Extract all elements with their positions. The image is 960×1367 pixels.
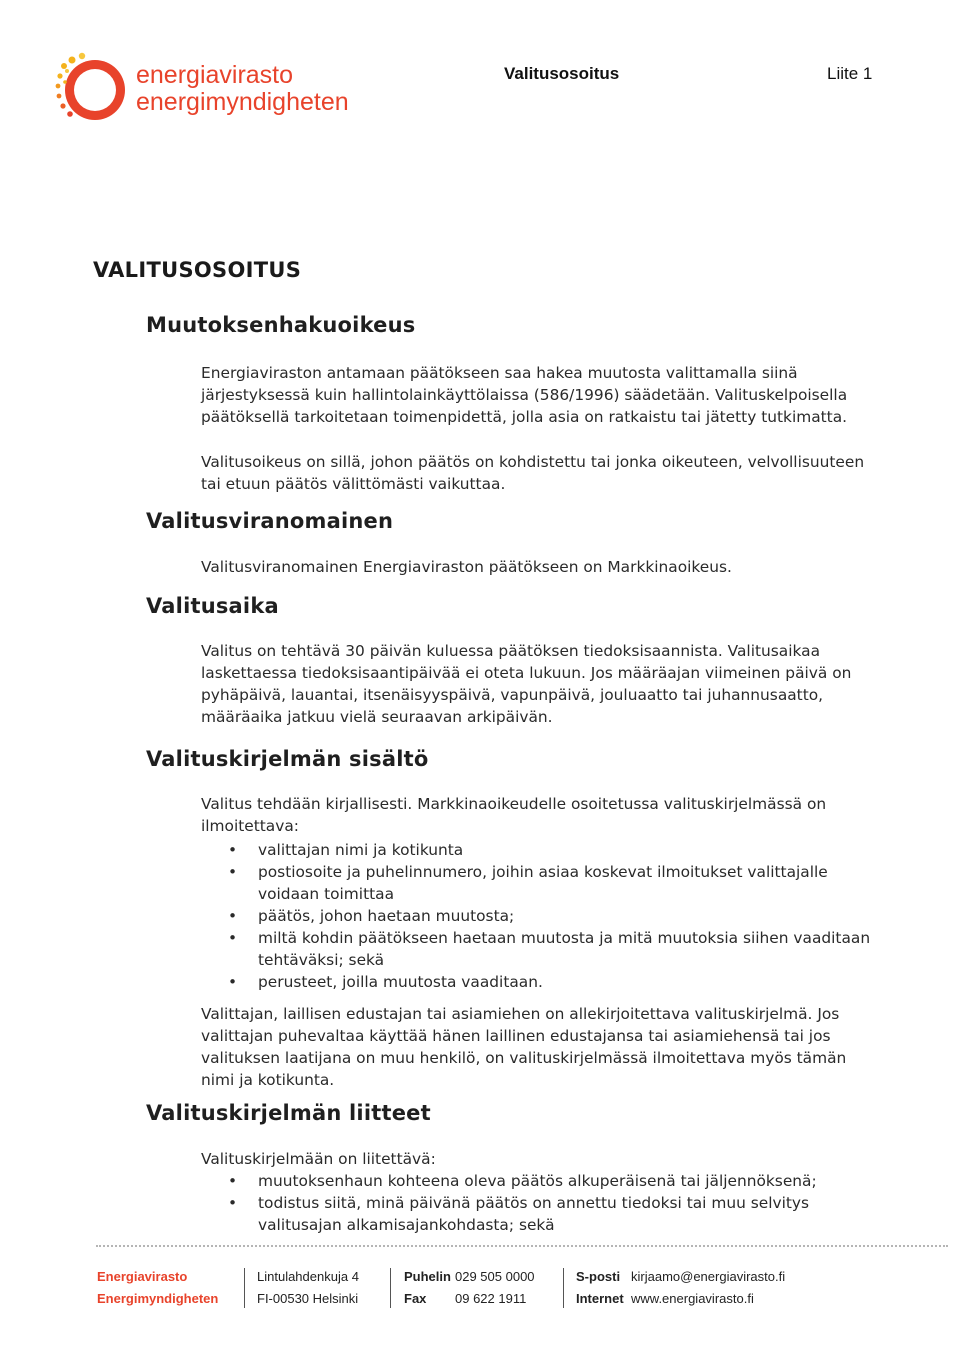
page-title: VALITUSOSOITUS <box>93 258 302 282</box>
list-item: • päätös, johon haetaan muutosta; <box>201 905 881 927</box>
footer-fax-label: Fax <box>404 1291 427 1306</box>
list-item: • muutoksenhaun kohteena oleva päätös alkuperäisenä tai jäljennöksenä; <box>201 1170 881 1192</box>
heading-valitusviranomainen: Valitusviranomainen <box>146 509 394 533</box>
paragraph-muutoksenhaku-1: Energiaviraston antamaan päätökseen saa hakea muutosta valittamalla siinä järjestyksessä kuin hallintolainkäyttölaissa (586/1996) säädetään. Valituskelpoisella päätöksellä tarkoitetaan toimenpidettä, jolla asia on ratkaistu tai jätetty tutkimatta. <box>201 364 848 426</box>
logo-line-2: energimyndigheten <box>136 88 349 116</box>
heading-valitusaika: Valitusaika <box>146 594 279 618</box>
logo-wordmark <box>136 62 349 116</box>
footer-divider <box>96 1245 948 1247</box>
footer-separator <box>390 1268 391 1308</box>
paragraph-viranomainen: Valitusviranomainen Energiaviraston päätökseen on Markkinaoikeus. <box>201 558 732 576</box>
paragraph-valitusaika: Valitus on tehtävä 30 päivän kuluessa päätöksen tiedoksisaannista. Valitusaikaa laskettaessa tiedoksisaantipäivää ei oteta lukuun. Jos määräajan viimeinen päivä on pyhäpäivä, lauantai, itsenäisyyspäivä, vapunpäivä, jouluaatto tai juhannusaatto, määräaika jatkuu vielä seuraavan arkipäivän. <box>201 642 852 726</box>
footer-fax: 09 622 1911 <box>455 1291 527 1306</box>
paragraph-liitteet-intro: Valituskirjelmään on liitettävä: <box>201 1150 436 1168</box>
document-type: Valitusosoitus <box>504 64 620 83</box>
footer-phone-label: Puhelin <box>404 1269 451 1284</box>
footer-separator <box>563 1268 564 1308</box>
footer-web-label: Internet <box>576 1291 624 1306</box>
paragraph-sisalto-signature: Valittajan, laillisen edustajan tai asiamiehen on allekirjoitettava valituskirjelmä. Jos valittajan puhevaltaa käyttää hänen laillinen edustajansa tai asiamiehensä tai jos valituksen laatijana on muu henkilö, on valituskirjelmässä ilmoitettava myös tämän nimi ja kotikunta. <box>201 1005 847 1089</box>
paragraph-muutoksenhaku-2: Valitusoikeus on sillä, johon päätös on kohdistettu tai jonka oikeuteen, velvollisuuteen tai etuun päätös välittömästi vaikuttaa. <box>201 453 865 493</box>
logo-line-1: energiavirasto <box>136 61 294 89</box>
list-item: • perusteet, joilla muutosta vaaditaan. <box>201 971 881 993</box>
sisalto-list <box>201 839 881 993</box>
energiavirasto-logo-icon <box>52 48 142 128</box>
list-item: • postiosoite ja puhelinnumero, joihin asiaa koskevat ilmoitukset valittajalle voidaan toimittaa <box>201 861 881 905</box>
footer-phone: 029 505 0000 <box>455 1269 535 1284</box>
heading-valituskirjelman-liitteet: Valituskirjelmän liitteet <box>146 1101 431 1125</box>
attachment-label: Liite 1 <box>827 64 873 83</box>
heading-valituskirjelman-sisalto: Valituskirjelmän sisältö <box>146 747 429 771</box>
footer-postal: FI-00530 Helsinki <box>257 1291 359 1306</box>
footer-email-link[interactable]: kirjaamo@energiavirasto.fi <box>631 1269 786 1284</box>
paragraph-sisalto-intro: Valitus tehdään kirjallisesti. Markkinaoikeudelle osoitetussa valituskirjelmässä on ilmoitettava: <box>201 795 827 835</box>
footer-org-fi: Energiavirasto <box>97 1269 188 1284</box>
list-item: • miltä kohdin päätökseen haetaan muutosta ja mitä muutoksia siihen vaaditaan tehtäväksi; sekä <box>201 927 881 971</box>
footer-email-label: S-posti <box>576 1269 621 1284</box>
footer-street: Lintulahdenkuja 4 <box>257 1269 359 1284</box>
footer-web-link[interactable]: www.energiavirasto.fi <box>631 1291 754 1306</box>
liitteet-list <box>201 1170 881 1236</box>
footer-org-sv: Energimyndigheten <box>97 1291 219 1306</box>
list-item: • valittajan nimi ja kotikunta <box>201 839 881 861</box>
heading-muutoksenhakuoikeus: Muutoksenhakuoikeus <box>146 313 416 337</box>
list-item: • todistus siitä, minä päivänä päätös on annettu tiedoksi tai muu selvitys valitusajan alkamisajankohdasta; sekä <box>201 1192 881 1236</box>
footer-separator <box>244 1268 245 1308</box>
